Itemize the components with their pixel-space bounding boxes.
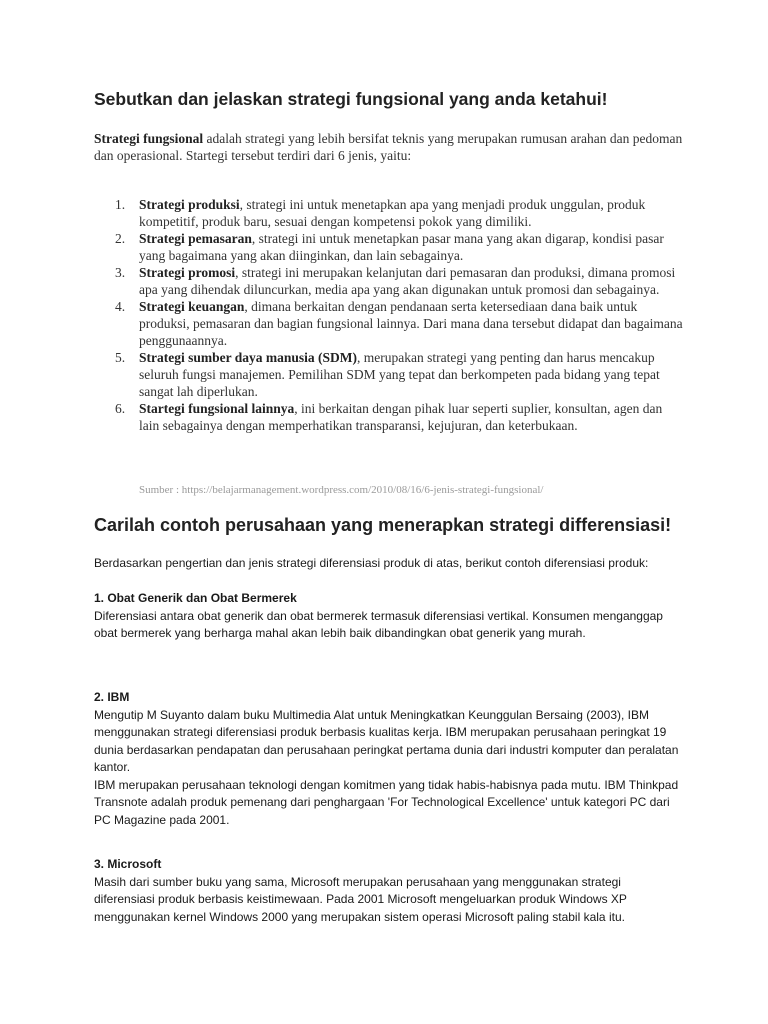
intro-term: Strategi fungsional [94,131,204,146]
list-item-title: Strategi promosi [139,265,236,280]
example-title: 1. Obat Generik dan Obat Bermerek [94,591,297,605]
list-item [94,230,684,264]
examples-intro: Berdasarkan pengertian dan jenis strategi diferensiasi produk di atas, berikut contoh diferensiasi produk: [94,556,649,570]
list-item [94,264,684,298]
strategy-list [94,196,684,434]
list-item-title: Strategi sumber daya manusia (SDM) [139,350,358,365]
list-item-title: Strategi produksi [139,197,240,212]
list-number: 2. [115,231,126,246]
list-item-text: , strategi ini untuk menetapkan pasar mana yang akan digarap, kondisi pasar yang bagaimana yang akan diinginkan, dan lain sebagainya. [139,231,664,263]
example-paragraph: Diferensiasi antara obat generik dan obat bermerek termasuk diferensiasi vertikal. Konsumen menganggap obat bermerek yang berharga mahal akan lebih baik dibandingkan obat generik yang murah. [94,608,663,640]
list-item-title: Startegi fungsional lainnya [139,401,295,416]
list-number: 3. [115,265,126,280]
example-paragraph: IBM merupakan perusahaan teknologi dengan komitmen yang tidak habis-habisnya pada mutu. IBM Thinkpad Transnote adalah produk pemenang dari penghargaan 'For Technological Excellence' untuk kategori PC dari PC Magazine pada 2001. [94,777,679,827]
intro-text: adalah strategi yang lebih bersifat teknis yang merupakan rumusan arahan dan pedoman dan operasional. Startegi tersebut terdiri dari 6 jenis, yaitu: [94,131,683,163]
list-item-text: , strategi ini merupakan kelanjutan dari pemasaran dan produksi, dimana promosi apa yang dihendak diluncurkan, media apa yang akan digunakan untuk promosi dan sebagainya. [139,265,676,297]
list-item [94,400,684,434]
example-obat [94,590,684,643]
example-title: 3. Microsoft [94,857,162,871]
list-number: 5. [115,350,126,365]
source-citation: Sumber : https://belajarmanagement.wordpress.com/2010/08/16/6-jenis-strategi-fungsional/ [139,484,544,496]
list-number: 6. [115,401,126,416]
list-item-title: Strategi keuangan [139,299,245,314]
list-item [94,349,684,400]
list-number: 4. [115,299,126,314]
example-ibm [94,689,684,829]
list-item-text: , strategi ini untuk menetapkan apa yang menjadi produk unggulan, produk kompetitif, produk baru, sesuai dengan kompetensi pokok yang dimiliki. [139,197,646,229]
list-item-text: , dimana berkaitan dengan pendanaan serta ketersediaan dana baik untuk produksi, pemasaran dan bagian fungsional lainnya. Dari mana dana tersebut didapat dan bagaimana penggunaannya. [139,299,683,348]
example-paragraph: Mengutip M Suyanto dalam buku Multimedia Alat untuk Meningkatkan Keunggulan Bersaing (2003), IBM menggunakan strategi diferensiasi produk berbasis kualitas kerja. IBM merupakan perusahaan peringkat 19 dunia berdasarkan pendapatan dan perusahaan peringkat pertama dunia dari industri komputer dan peralatan kantor. [94,707,679,774]
example-paragraph: Masih dari sumber buku yang sama, Microsoft merupakan perusahaan yang menggunakan strategi diferensiasi produk berbasis keistimewaan. Pada 2001 Microsoft mengeluarkan produk Windows XP menggunakan kernel Windows 2000 yang merupakan sistem operasi Microsoft paling stabil kala itu. [94,874,627,924]
example-title: 2. IBM [94,690,130,704]
intro-paragraph [94,130,684,164]
list-item-text: , merupakan strategi yang penting dan harus mencakup seluruh fungsi manajemen. Pemilihan SDM yang tepat dan berkompeten pada bidang yang tepat sangat lah diperlukan. [139,350,660,399]
heading-differentiation-examples: Carilah contoh perusahaan yang menerapkan strategi differensiasi! [94,515,672,535]
list-item [94,196,684,230]
list-item [94,298,684,349]
heading-functional-strategy: Sebutkan dan jelaskan strategi fungsional yang anda ketahui! [94,89,608,109]
list-item-text: , ini berkaitan dengan pihak luar seperti suplier, konsultan, agen dan lain sebagainya dengan memperhatikan transparansi, kejujuran, dan keterbukaan. [139,401,663,433]
list-item-title: Strategi pemasaran [139,231,252,246]
list-number: 1. [115,197,126,212]
example-microsoft [94,856,684,926]
